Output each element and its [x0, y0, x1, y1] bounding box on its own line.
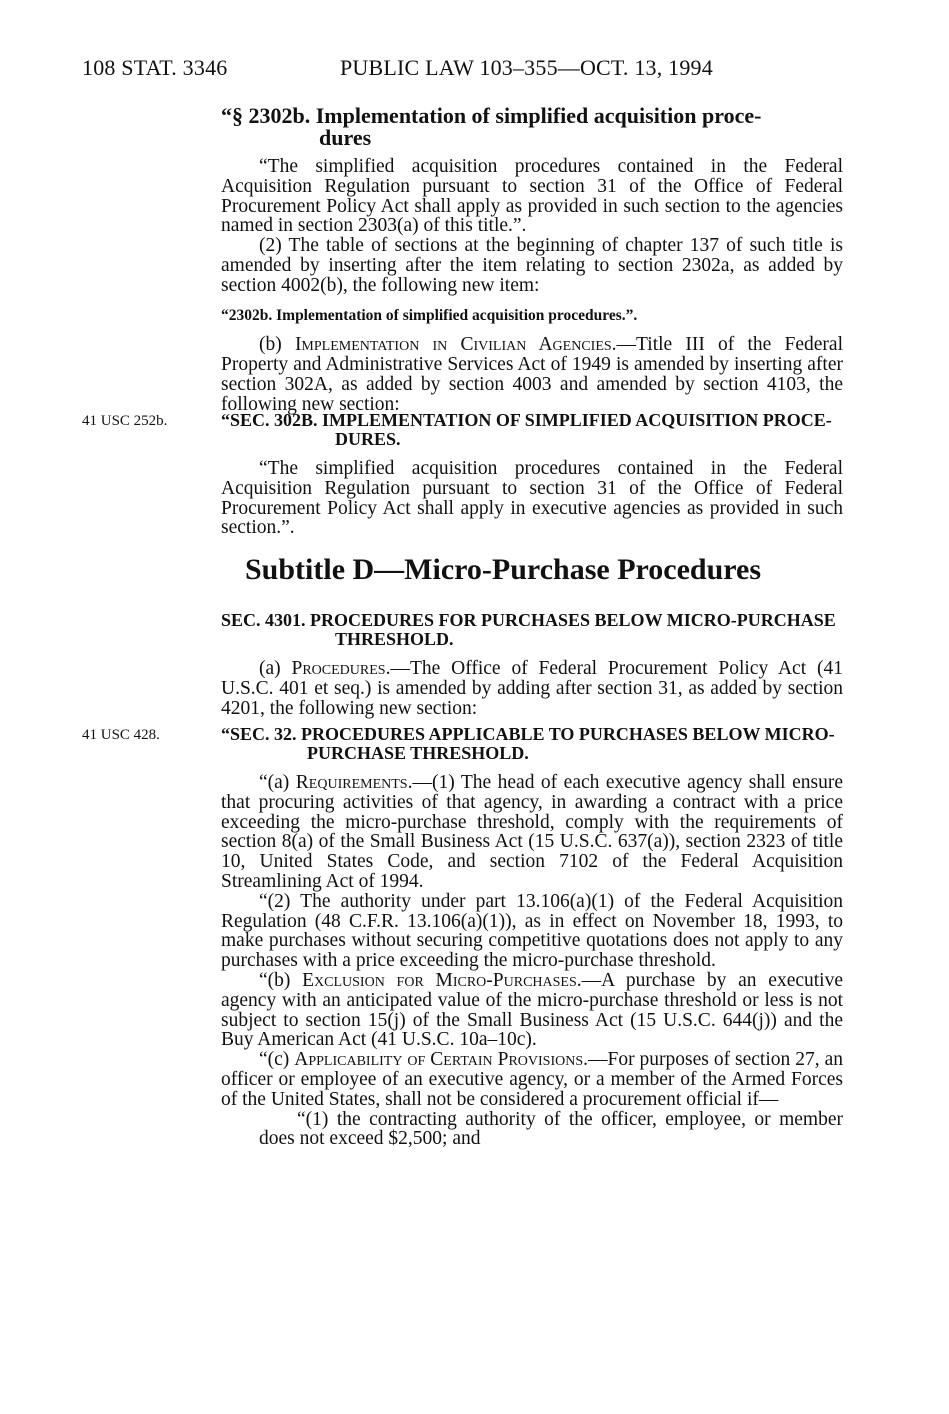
section-heading-line1: “SEC. 32. PROCEDURES APPLICABLE TO PURCHASES BELOW MICRO-	[221, 724, 835, 744]
section-4301-block	[221, 611, 843, 718]
section-32-block	[221, 725, 843, 1149]
paragraph-lead: “(b)	[259, 969, 303, 991]
section-302b-block	[221, 411, 843, 538]
section-heading-line2: DURES.	[335, 429, 401, 449]
paragraph-body: —For purposes of section 27, an officer or employee of an executive agency, or a member of the Armed Forces of the United States, shall not be considered a procurement official if—	[221, 1049, 843, 1110]
paragraph-heading: Implementation in Civilian Agencies.	[294, 334, 617, 356]
table-item: “2302b. Implementation of simplified acquisition procedures.”.	[221, 306, 638, 324]
paragraph-heading: Requirements.	[295, 772, 413, 793]
paragraph	[221, 773, 843, 892]
paragraph	[221, 659, 843, 718]
section-heading-line1: “SEC. 302B. IMPLEMENTATION OF SIMPLIFIED ACQUISITION PROCE-	[221, 410, 832, 430]
paragraph-lead: (b)	[259, 334, 295, 356]
subtitle-heading: Subtitle D—Micro-Purchase Procedures	[245, 553, 762, 586]
paragraph	[221, 971, 843, 1050]
section-heading	[221, 411, 843, 449]
paragraph-heading: Procedures.	[291, 658, 391, 679]
section-2302b-block	[221, 105, 843, 415]
paragraph-heading: Exclusion for Micro-Purchases.	[302, 969, 582, 991]
paragraph-lead: (a)	[259, 658, 292, 679]
paragraph	[221, 1050, 843, 1109]
margin-citation: 41 USC 428.	[82, 727, 160, 743]
paragraph-body: —(1) The head of each executive agency shall ensure that procuring activities of that agency, in awarding a contract with a price exceeding the micro-purchase threshold, comply with the requirements of section 8(a) of the Small Business Act (15 U.S.C. 637(a)), section 2323 of title 10, United States Code, and section 7102 of the Federal Acquisition Streamlining Act of 1994.	[221, 772, 843, 892]
paragraph-heading: Applicability of Certain Provisions.	[294, 1049, 588, 1071]
paragraph-lead: “(a)	[259, 772, 296, 793]
paragraph: “The simplified acquisition procedures contained in the Federal Acquisition Regulation pursuant to section 31 of the Office of Federal Procurement Policy Act shall apply in executive agencies as provided in such section.”.	[221, 458, 843, 539]
section-heading-line2: dures	[319, 125, 372, 150]
section-heading-line2: PURCHASE THRESHOLD.	[307, 743, 529, 763]
section-heading-line1: SEC. 4301. PROCEDURES FOR PURCHASES BELOW MICRO-PURCHASE	[221, 610, 836, 630]
paragraph: “The simplified acquisition procedures contained in the Federal Acquisition Regulation pursuant to section 31 of the Office of Federal Procurement Policy Act shall apply as provided in such section to the agencies named in section 2303(a) of this title.”.	[221, 156, 843, 237]
paragraph-body: —Title III of the Federal Property and Administrative Services Act of 1949 is amended by inserting after section 302A, as added by section 4003 and amended by section 4103, the following new section:	[221, 334, 843, 415]
section-heading	[221, 725, 843, 763]
paragraph-body: —The Office of Federal Procurement Policy Act (41 U.S.C. 401 et seq.) is amended by adding after section 31, as added by section 4201, the following new section:	[221, 658, 843, 719]
page-running-head: PUBLIC LAW 103–355—OCT. 13, 1994	[340, 55, 713, 80]
margin-citation: 41 USC 252b.	[82, 413, 168, 429]
section-heading	[221, 611, 843, 649]
paragraph-lead: “(c)	[259, 1049, 295, 1071]
paragraph: “(2) The authority under part 13.106(a)(1) of the Federal Acquisition Regulation (48 C.F.R. 13.106(a)(1)), as in effect on November 18, 1993, to make purchases without securing competitive quotations does not apply to any purchases with a price exceeding the micro-purchase threshold.	[221, 890, 843, 972]
paragraph-body: —A purchase by an executive agency with an anticipated value of the micro-purchase threshold or less is not subject to section 15(j) of the Small Business Act (15 U.S.C. 644(j)) and the Buy American Act (41 U.S.C. 10a–10c).	[221, 969, 843, 1051]
paragraph: (2) The table of sections at the beginning of chapter 137 of such title is amended by inserting after the item relating to section 2302a, as added by section 4002(b), the following new item:	[221, 235, 843, 296]
section-heading-line2: THRESHOLD.	[335, 629, 454, 649]
paragraph: “(1) the contracting authority of the officer, employee, or member does not exceed $2,500; and	[259, 1108, 843, 1150]
section-heading-line1: “§ 2302b. Implementation of simplified acquisition proce-	[221, 103, 762, 128]
paragraph	[221, 335, 843, 414]
page-stat-citation: 108 STAT. 3346	[82, 55, 228, 80]
section-heading	[221, 105, 843, 149]
